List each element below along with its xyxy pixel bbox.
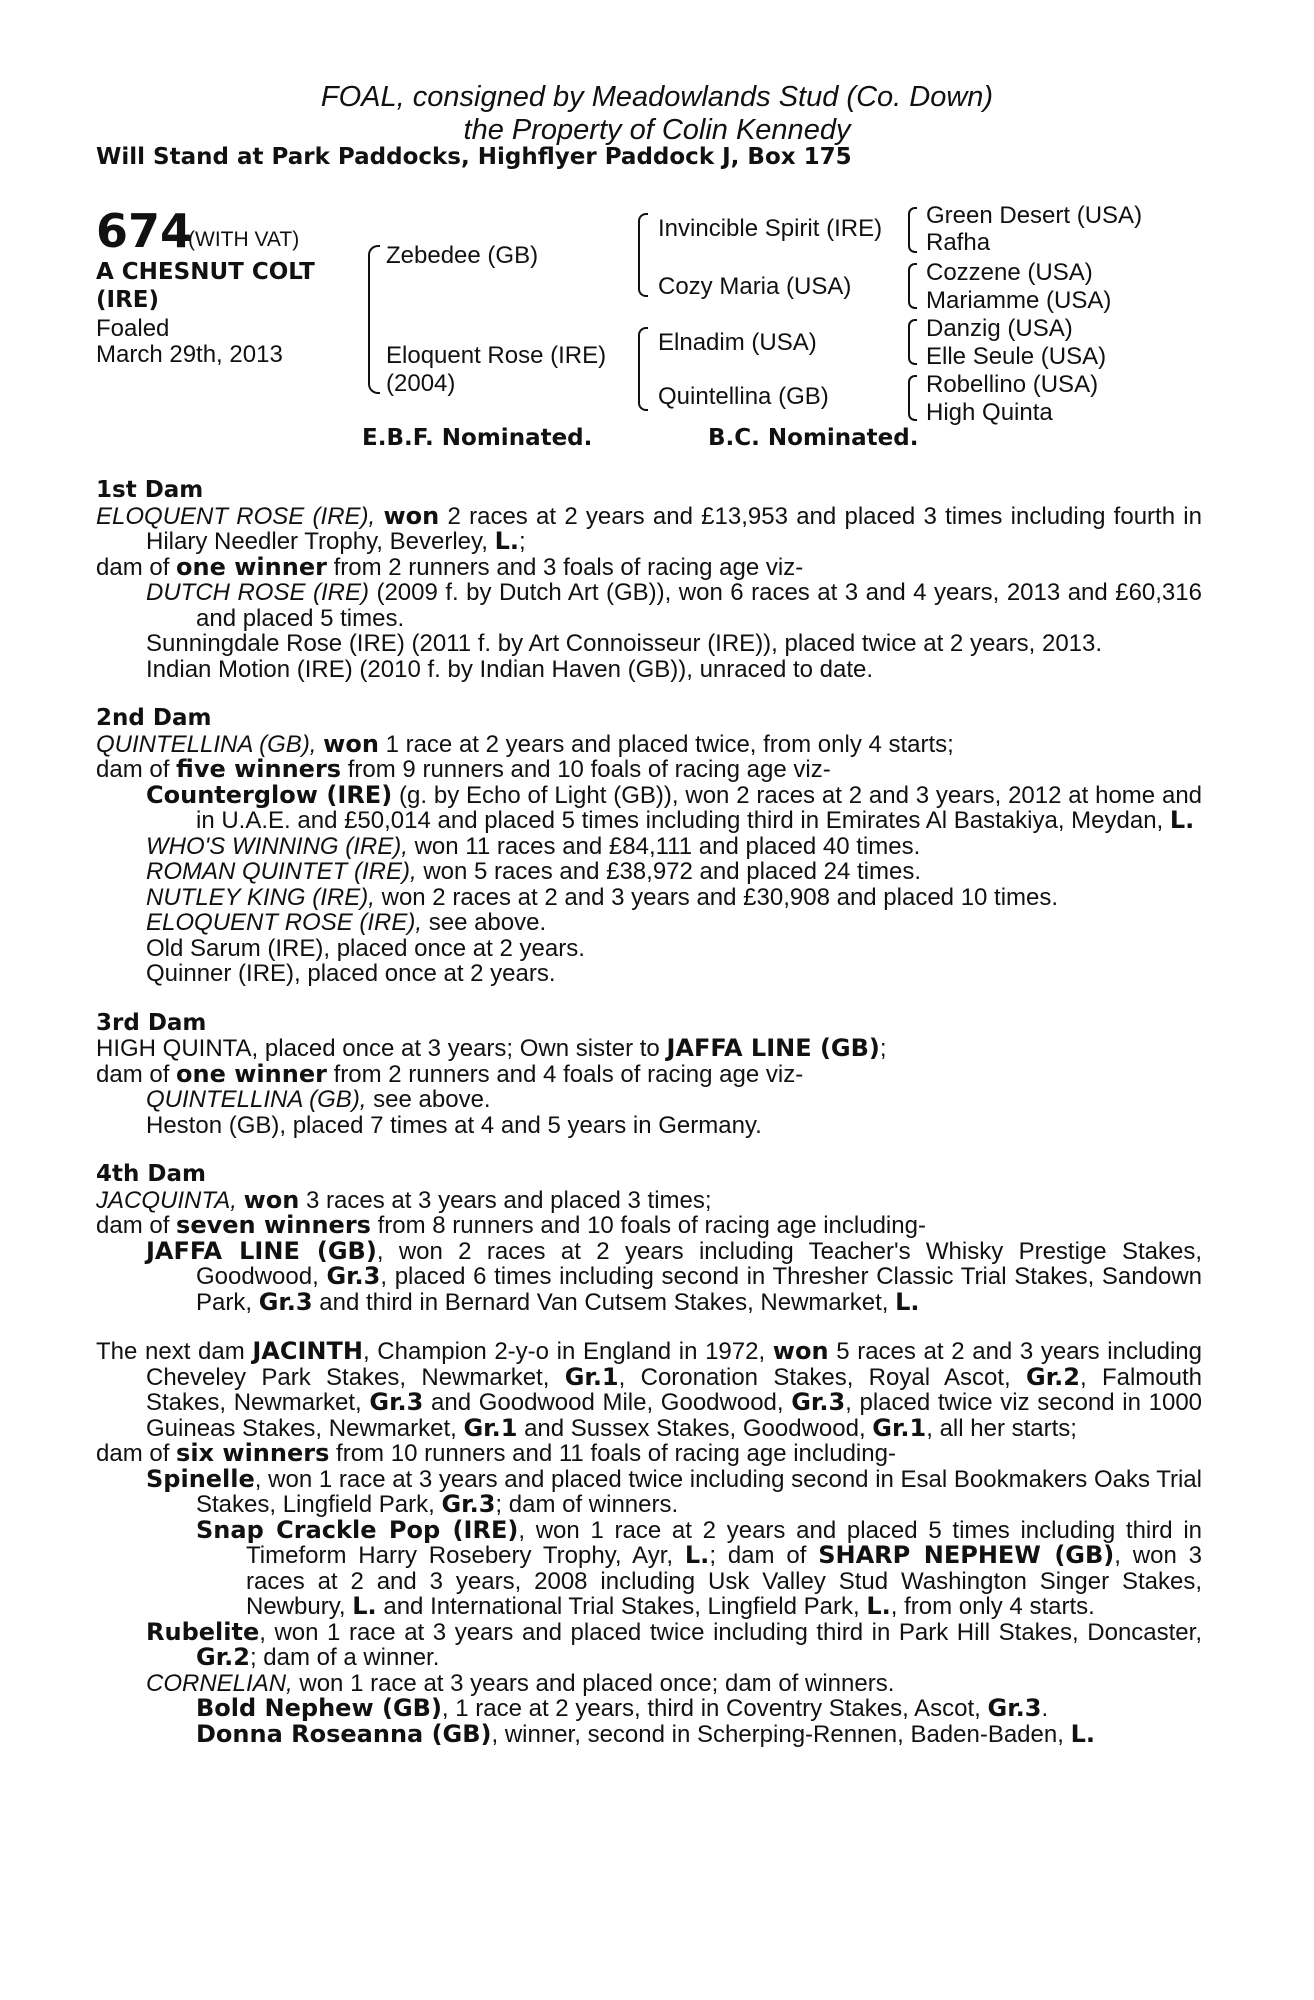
dam2-record: QUINTELLINA (GB), won 1 race at 2 years and placed twice, from only 4 starts; [96, 729, 954, 758]
dam2-produce-7: Quinner (IRE), placed once at 2 years. [146, 960, 556, 987]
next-produce-donna-roseanna: Donna Roseanna (GB), winner, second in Scherping-Rennen, Baden-Baden, L. [196, 1719, 1095, 1748]
ddd: High Quinta [926, 399, 1053, 426]
dsd: Elle Seule (USA) [926, 343, 1107, 370]
ebf-nominated: E.B.F. Nominated. [362, 425, 593, 451]
sire: Zebedee (GB) [386, 242, 539, 269]
dam1-produce-2: Sunningdale Rose (IRE) (2011 f. by Art Connoisseur (IRE)), placed twice at 2 years, 2013. [146, 630, 1103, 657]
dam-year: (2004) [386, 370, 456, 397]
dam1-heading: 1st Dam [96, 477, 204, 503]
dam3-record: HIGH QUINTA, placed once at 3 years; Own sister to JAFFA LINE (GB); [96, 1034, 887, 1062]
dam1-record: ELOQUENT ROSE (IRE), won 2 races at 2 years and £13,953 and placed 3 times including fourth in Hilary Needler Trophy, Beverley, L.; [96, 501, 1202, 555]
dam-brace [638, 327, 648, 411]
lot-description: A CHESNUT COLT [96, 259, 315, 285]
dam2-produce-summary: dam of five winners from 9 runners and 10 foals of racing age viz- [96, 755, 831, 783]
dam3-produce-2: Heston (GB), placed 7 times at 4 and 5 years in Germany. [146, 1111, 762, 1139]
lot-country: (IRE) [96, 287, 160, 313]
sire-brace [638, 213, 648, 297]
dam2-produce-6: Old Sarum (IRE), placed once at 2 years. [146, 934, 585, 962]
sire-sire: Invincible Spirit (IRE) [658, 215, 883, 242]
next-dam-record: The next dam JACINTH, Champion 2-y-o in England in 1972, won 5 races at 2 and 3 years including Cheveley Park Stakes, Newmarket, Gr.1, Coronation Stakes, Royal Ascot, Gr.2, Falmouth Stakes, Newmarket, Gr.3 and Goodwood Mile, Goodwood, Gr.3, placed twice viz second in 1000 Guineas Stakes, Newmarket, Gr.1 and Sussex Stakes, Goodwood, Gr.1, all her starts; [96, 1337, 1203, 1442]
dam-sire: Elnadim (USA) [658, 329, 817, 356]
lot-foaled-date: March 29th, 2013 [96, 341, 283, 368]
sdd: Mariamme (USA) [926, 287, 1112, 314]
header-owner: the Property of Colin Kennedy [463, 114, 851, 146]
sds: Cozzene (USA) [926, 259, 1093, 286]
dam: Eloquent Rose (IRE) [386, 342, 607, 369]
dam2-produce-3: ROMAN QUINTET (IRE), won 5 races and £38,972 and placed 24 times. [146, 858, 921, 885]
lot-number: 674 [96, 204, 193, 258]
sire-dam: Cozy Maria (USA) [658, 273, 852, 300]
sss: Green Desert (USA) [926, 202, 1143, 229]
dss: Danzig (USA) [926, 315, 1073, 342]
next-produce-snap-crackle-pop: Snap Crackle Pop (IRE), won 1 race at 2 years and placed 5 times including third in Timeform Harry Rosebery Trophy, Ayr, L.; dam of SHARP NEPHEW (GB), won 3 races at 2 and 3 years, 2008 including Usk Valley Stud Washington Singer Stakes, Newbury, L. and International Trial Stakes, Lingfield Park, L., from only 4 starts. [196, 1515, 1202, 1620]
sire-dam-brace [368, 245, 380, 394]
next-produce-bold-nephew: Bold Nephew (GB), 1 race at 2 years, third in Coventry Stakes, Ascot, Gr.3. [196, 1694, 1049, 1722]
dam2-produce-4: NUTLEY KING (IRE), won 2 races at 2 and 3 years and £30,908 and placed 10 times. [146, 883, 1059, 911]
dam2-produce-1: Counterglow (IRE) (g. by Echo of Light (GB)), won 2 races at 2 and 3 years, 2012 at home and in U.A.E. and £50,014 and placed 5 times including third in Emirates Al Bastakiya, Meydan, L. [146, 780, 1203, 834]
dam4-produce-summary: dam of seven winners from 8 runners and 10 foals of racing age including- [96, 1211, 926, 1239]
dam3-produce-1: QUINTELLINA (GB), see above. [146, 1086, 491, 1113]
dam2-produce-5: ELOQUENT ROSE (IRE), see above. [146, 909, 547, 936]
sd-brace [908, 263, 917, 309]
dam4-record: JACQUINTA, won 3 races at 3 years and placed 3 times; [96, 1185, 712, 1214]
next-produce-spinelle: Spinelle, won 1 race at 3 years and placed twice including second in Esal Bookmakers Oaks Trial Stakes, Lingfield Park, Gr.3; dam of winners. [146, 1464, 1202, 1518]
dam1-produce-3: Indian Motion (IRE) (2010 f. by Indian Haven (GB)), unraced to date. [146, 655, 874, 683]
dam-dam: Quintellina (GB) [658, 383, 829, 410]
next-produce-cornelian: CORNELIAN, won 1 race at 3 years and placed once; dam of winners. [146, 1669, 895, 1697]
catalogue-body [96, 478, 1202, 1747]
dam3-produce-summary: dam of one winner from 2 runners and 4 foals of racing age viz- [96, 1059, 804, 1088]
header-location: Will Stand at Park Paddocks, Highflyer Paddock J, Box 175 [96, 144, 852, 170]
ssd: Rafha [926, 229, 991, 256]
next-produce-rubelite: Rubelite, won 1 race at 3 years and placed twice including third in Park Hill Stakes, Doncaster, Gr.2; dam of a winner. [146, 1617, 1202, 1671]
dd-brace [908, 375, 917, 421]
dam1-produce-summary: dam of one winner from 2 runners and 3 foals of racing age viz- [96, 552, 804, 581]
dam3-heading: 3rd Dam [96, 1009, 207, 1036]
ds-brace [908, 319, 917, 365]
dam2-heading: 2nd Dam [96, 705, 212, 731]
bc-nominated: B.C. Nominated. [708, 425, 919, 451]
dam4-produce-1: JAFFA LINE (GB), won 2 races at 2 years including Teacher's Whisky Prestige Stakes, Goodwood, Gr.3, placed 6 times including second in Thresher Classic Trial Stakes, Sandown Park, Gr.3 and third in Bernard Van Cutsem Stakes, Newmarket, L. [146, 1236, 1202, 1316]
dam4-heading: 4th Dam [96, 1161, 206, 1187]
next-dam-produce-summary: dam of six winners from 10 runners and 11 foals of racing age including- [96, 1439, 896, 1467]
lot-foaled-label: Foaled [96, 315, 170, 342]
dam2-produce-2: WHO'S WINNING (IRE), won 11 races and £84,111 and placed 40 times. [146, 832, 921, 860]
dam1-produce-1: DUTCH ROSE (IRE) (2009 f. by Dutch Art (GB)), won 6 races at 3 and 4 years, 2013 and £60,316 and placed 5 times. [146, 579, 1202, 632]
dds: Robellino (USA) [926, 371, 1099, 398]
lot-vat: (WITH VAT) [188, 228, 300, 251]
header-consignor: FOAL, consigned by Meadowlands Stud (Co. Down) [320, 81, 994, 113]
ss-brace [908, 207, 917, 253]
